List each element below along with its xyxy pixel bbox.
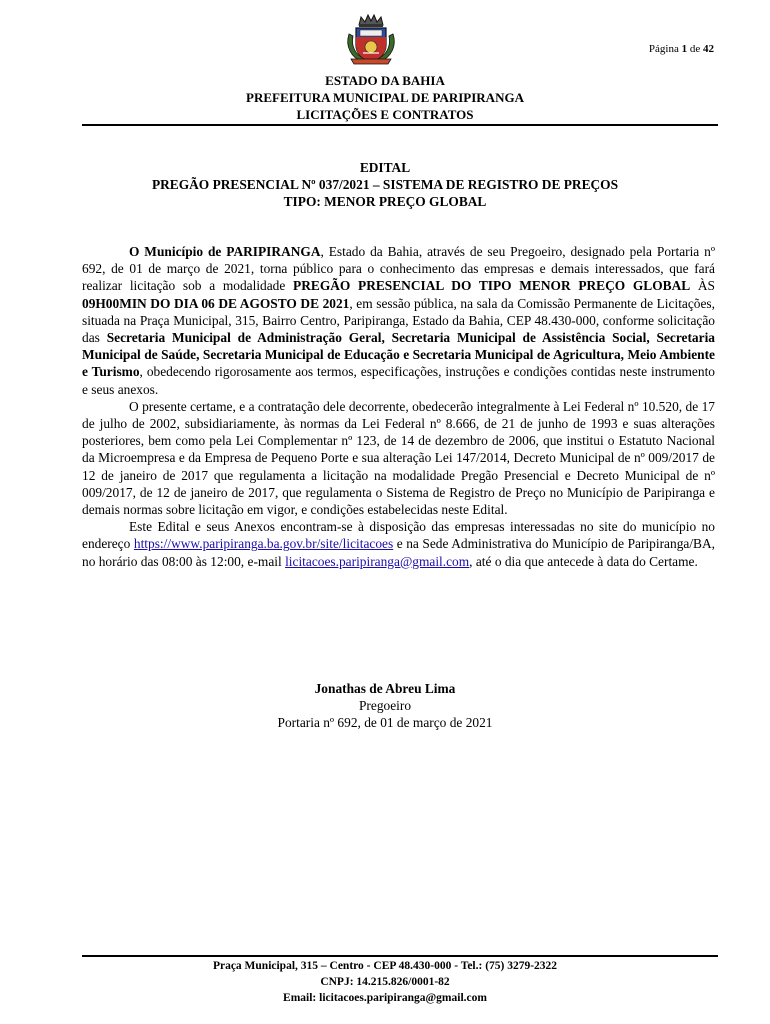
signature-block <box>0 680 770 731</box>
modality: PREGÃO PRESENCIAL DO TIPO MENOR PREÇO GLOBAL <box>293 278 691 294</box>
header-department: LICITAÇÕES E CONTRATOS <box>296 107 474 122</box>
availability-text-1: Este Edital e seus Anexos encontram-se à disposição das empresas interessadas no site do município no endereço <box>82 519 715 552</box>
coat-of-arms-icon <box>343 12 399 66</box>
edital-title <box>0 159 770 210</box>
intro-text-4: , obedecendo rigorosamente aos termos, especificações, instruções e condições contidas neste instrumento e seus anexos. <box>82 364 715 397</box>
intro-text-1: , Estado da Bahia, através de seu Pregoeiro, designado pela Portaria nº 692, de 01 de março de 2021, torna público para o conhecimento das empresas e demais interessados, que fará realizar licitação sob a modalidade <box>82 244 715 294</box>
page-total: 42 <box>703 43 714 55</box>
header-divider <box>82 124 718 126</box>
document-body <box>82 243 715 570</box>
paragraph-legal-basis: O presente certame, e a contratação dele decorrente, obedecerão integralmente à Lei Federal nº 10.520, de 17 de julho de 2002, subsidiariamente, às normas da Lei Federal nº 8.666, de 21 de junho de 1993 e suas alterações posteriores, bem como pela Lei Complementar nº 123, de 14 de dezembro de 2006, que institui o Estatuto Nacional da Microempresa e da Empresa de Pequeno Porte e sua alteração Lei 147/2014, Decreto Municipal de nº 009/2017 de 12 de janeiro de 2017 que regulamenta a licitação na modalidade Pregão Presencial e Decreto Municipal de nº 009/2017, de 12 de janeiro de 2017, que regulamenta o Sistema de Registro de Preço no Município de Paripiranga e demais normas sobre licitação em vigor, e condições estabelecidas neste Edital. <box>82 398 715 518</box>
signatory-role: Pregoeiro <box>358 698 412 713</box>
availability-text-2: e na Sede Administrativa do Município de Paripiranga/BA, no horário das 08:00 às 12:00, e-mail <box>82 536 715 569</box>
footer-cnpj: CNPJ: 14.215.826/0001-82 <box>320 976 450 988</box>
page-number <box>649 43 714 55</box>
footer-divider <box>82 955 718 957</box>
municipality-name: O Município de PARIPIRANGA <box>129 244 321 259</box>
signatory-name: Jonathas de Abreu Lima <box>314 681 456 696</box>
email-link[interactable]: licitacoes.paripiranga@gmail.com <box>285 553 470 569</box>
availability-text-3: , até o dia que antecede à data do Certame. <box>469 553 698 569</box>
intro-text-3: , em sessão pública, na sala da Comissão Permanente de Licitações, situada na Praça Municipal, 315, Bairro Centro, Paripiranga, Estado da Bahia, CEP 48.430-000, conforme solicitação das <box>82 295 715 346</box>
municipal-crest <box>343 12 399 66</box>
title-edital: EDITAL <box>359 160 411 175</box>
header-state: ESTADO DA BAHIA <box>325 73 445 88</box>
paragraph-availability <box>82 518 715 570</box>
document-footer <box>0 958 770 1006</box>
page-label: Página <box>648 43 679 55</box>
document-header <box>0 72 770 123</box>
header-prefecture: PREFEITURA MUNICIPAL DE PARIPIRANGA <box>246 90 524 105</box>
intro-text-2: ÀS <box>690 278 716 294</box>
paragraph-intro <box>82 243 715 398</box>
signatory-appointment: Portaria nº 692, de 01 de março de 2021 <box>277 715 493 730</box>
requesting-secretariats: Secretaria Municipal de Administração Geral, Secretaria Municipal de Assistência Social, Secretaria Municipal de Saúde, Secretaria Municipal de Educação e Secretaria Municipal de Agricultura, Meio Ambiente e Turismo <box>82 330 715 380</box>
page-separator: de <box>689 43 701 55</box>
title-tipo: TIPO: MENOR PREÇO GLOBAL <box>283 194 487 209</box>
footer-address: Praça Municipal, 315 – Centro - CEP 48.430-000 - Tel.: (75) 3279-2322 <box>212 960 558 972</box>
session-datetime: 09H00MIN DO DIA 06 DE AGOSTO DE 2021 <box>82 295 350 311</box>
title-pregao: PREGÃO PRESENCIAL Nº 037/2021 – SISTEMA DE REGISTRO DE PREÇOS <box>151 177 619 192</box>
footer-email: Email: licitacoes.paripiranga@gmail.com <box>283 992 487 1004</box>
page-current: 1 <box>681 43 688 55</box>
site-link[interactable]: https://www.paripiranga.ba.gov.br/site/licitacoes <box>133 536 394 552</box>
